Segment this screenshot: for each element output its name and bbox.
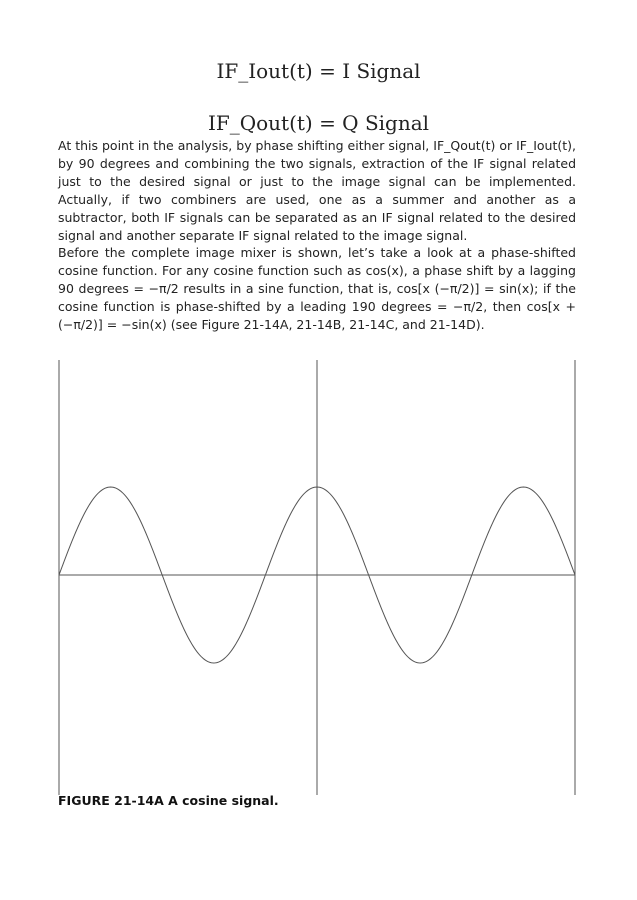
equation-qout: IF_Qout(t) = Q Signal: [207, 111, 430, 135]
cosine-plot: [40, 340, 600, 800]
body-text: [58, 137, 576, 334]
cosine-figure: [40, 340, 600, 800]
paragraph-1: At this point in the analysis, by phase shifting either signal, IF_Qout(t) or IF_Iout(t), by 90 degrees and combining the two signals, extraction of the IF signal related just to the desired signal or just to the image signal can be implemented. Actually, if two combiners are used, one as a summer and another as a subtractor, both IF signals can be separated as an IF signal related to the desired signal and another separate IF signal related to the image signal.: [58, 138, 576, 243]
figure-caption: FIGURE 21-14A A cosine signal.: [58, 793, 279, 808]
paragraph-2: Before the complete image mixer is shown, let’s take a look at a phase-shifted cosine function. For any cosine function such as cos(x), a phase shift by a lagging 90 degrees = −π/2 results in a sine function, that is, cos[x (−π/2)] = sin(x); if the cosine function is phase-shifted by a leading 190 degrees = −π/2, then cos[x + (−π/2)] = −sin(x) (see Figure 21-14A, 21-14B, 21-14C, and 21-14D).: [58, 245, 576, 333]
equation-iout: IF_Iout(t) = I Signal: [216, 59, 421, 83]
